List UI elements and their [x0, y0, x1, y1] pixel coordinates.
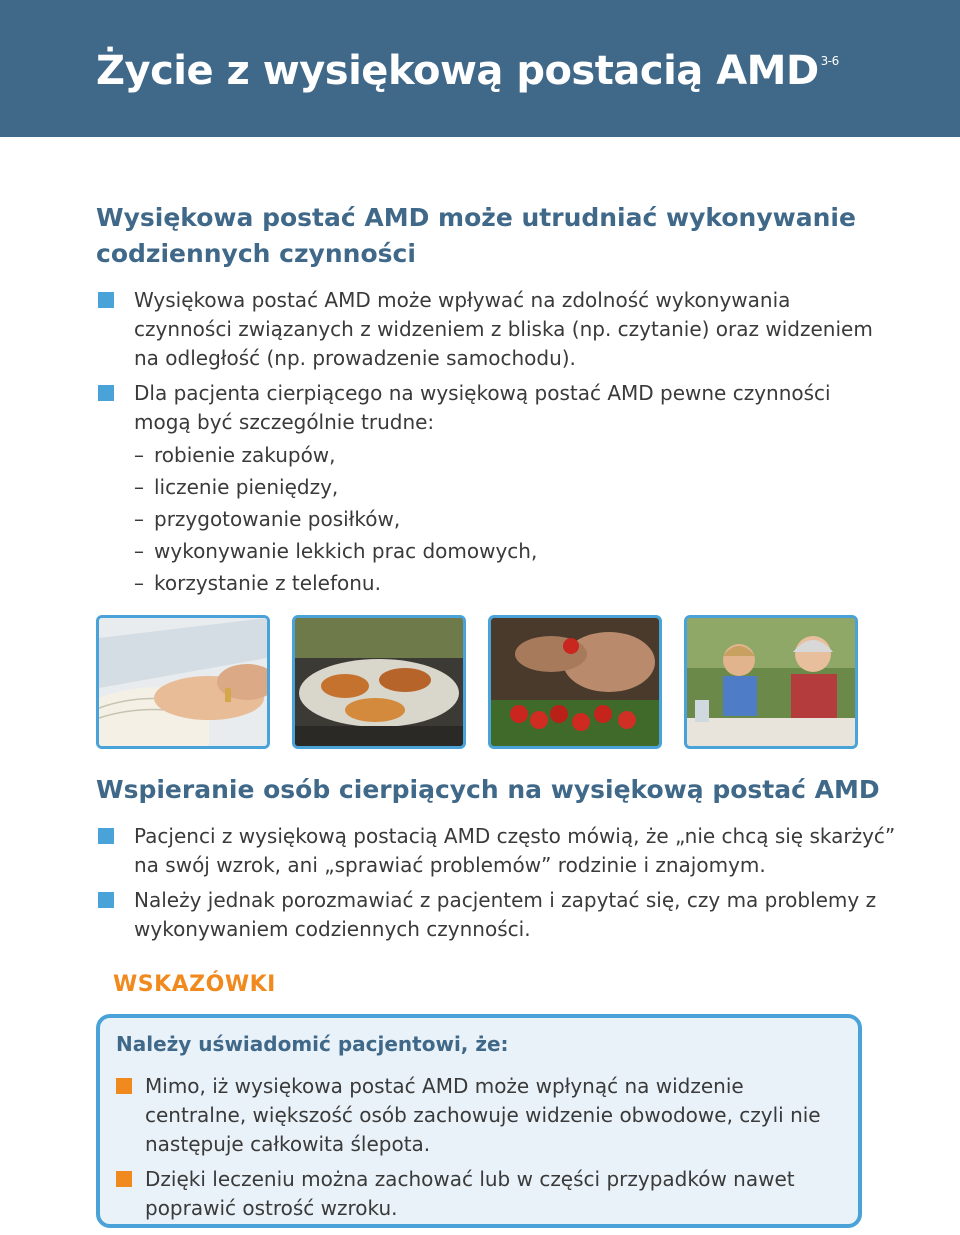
square-bullet-icon	[98, 828, 114, 844]
orange-square-bullet-icon	[116, 1078, 132, 1094]
list-item-text: Pacjenci z wysiękową postacią AMD często mówią, że „nie chcą się skarżyć” na swój wzrok, ani „sprawiać problemów” rodzinie i znajomym.	[134, 824, 896, 877]
tips-heading: Należy uświadomić pacjentowi, że:	[116, 1032, 509, 1056]
square-bullet-icon	[98, 892, 114, 908]
difficult-activities-list	[134, 441, 876, 598]
family-cooking-photo	[684, 615, 858, 749]
list-item	[96, 822, 896, 880]
square-bullet-icon	[98, 292, 114, 308]
section-support-title: Wspieranie osób cierpiących na wysiękową postać AMD	[96, 775, 880, 804]
sub-list-item-text: robienie zakupów,	[154, 443, 336, 467]
sub-list-item-text: wykonywanie lekkich prac domowych,	[154, 539, 538, 563]
reading-book-photo	[96, 615, 270, 749]
list-item	[96, 886, 896, 944]
list-item	[96, 379, 876, 598]
section-daily-activities-title: Wysiękowa postać AMD może utrudniać wykonywanie codziennych czynności	[96, 203, 856, 268]
grilled-food-photo	[292, 615, 466, 749]
tip-item-text: Dzięki leczeniu można zachować lub w części przypadków nawet poprawić ostrość wzroku.	[145, 1167, 795, 1220]
dash-bullet-icon: –	[134, 443, 144, 467]
tip-item	[116, 1072, 846, 1159]
reference-superscript: 3-6	[820, 54, 839, 68]
tips-list	[116, 1072, 846, 1229]
list-item-text: Dla pacjenta cierpiącego na wysiękową postać AMD pewne czynności mogą być szczególnie trudne:	[134, 381, 831, 434]
square-bullet-icon	[98, 385, 114, 401]
tips-label: WSKAZÓWKI	[113, 972, 276, 997]
dash-bullet-icon: –	[134, 475, 144, 499]
dash-bullet-icon: –	[134, 507, 144, 531]
page-title-text: Życie z wysiękową postacią AMD	[96, 48, 819, 94]
page-header	[0, 0, 960, 137]
photo-strip	[96, 615, 864, 753]
dash-bullet-icon: –	[134, 571, 144, 595]
page-title	[96, 48, 839, 94]
sub-list-item	[134, 505, 876, 534]
dash-bullet-icon: –	[134, 539, 144, 563]
sub-list-item-text: przygotowanie posiłków,	[154, 507, 401, 531]
sub-list-item-text: liczenie pieniędzy,	[154, 475, 339, 499]
support-list	[96, 822, 896, 950]
sub-list-item	[134, 537, 876, 566]
sub-list-item	[134, 569, 876, 598]
tip-item	[116, 1165, 846, 1223]
sub-list-item-text: korzystanie z telefonu.	[154, 571, 381, 595]
list-item	[96, 286, 876, 373]
list-item-text: Wysiękowa postać AMD może wpływać na zdolność wykonywania czynności związanych z widzeniem z bliska (np. czytanie) oraz widzeniem na odległość (np. prowadzenie samochodu).	[134, 288, 873, 370]
orange-square-bullet-icon	[116, 1171, 132, 1187]
tip-item-text: Mimo, iż wysiękowa postać AMD może wpłynąć na widzenie centralne, większość osób zachowuje widzenie obwodowe, czyli nie następuje całkowita ślepota.	[145, 1074, 821, 1156]
daily-activities-list	[96, 286, 876, 604]
list-item-text: Należy jednak porozmawiać z pacjentem i zapytać się, czy ma problemy z wykonywaniem codziennych czynności.	[134, 888, 877, 941]
tomatoes-photo	[488, 615, 662, 749]
tips-box	[96, 1014, 862, 1228]
sub-list-item	[134, 441, 876, 470]
sub-list-item	[134, 473, 876, 502]
